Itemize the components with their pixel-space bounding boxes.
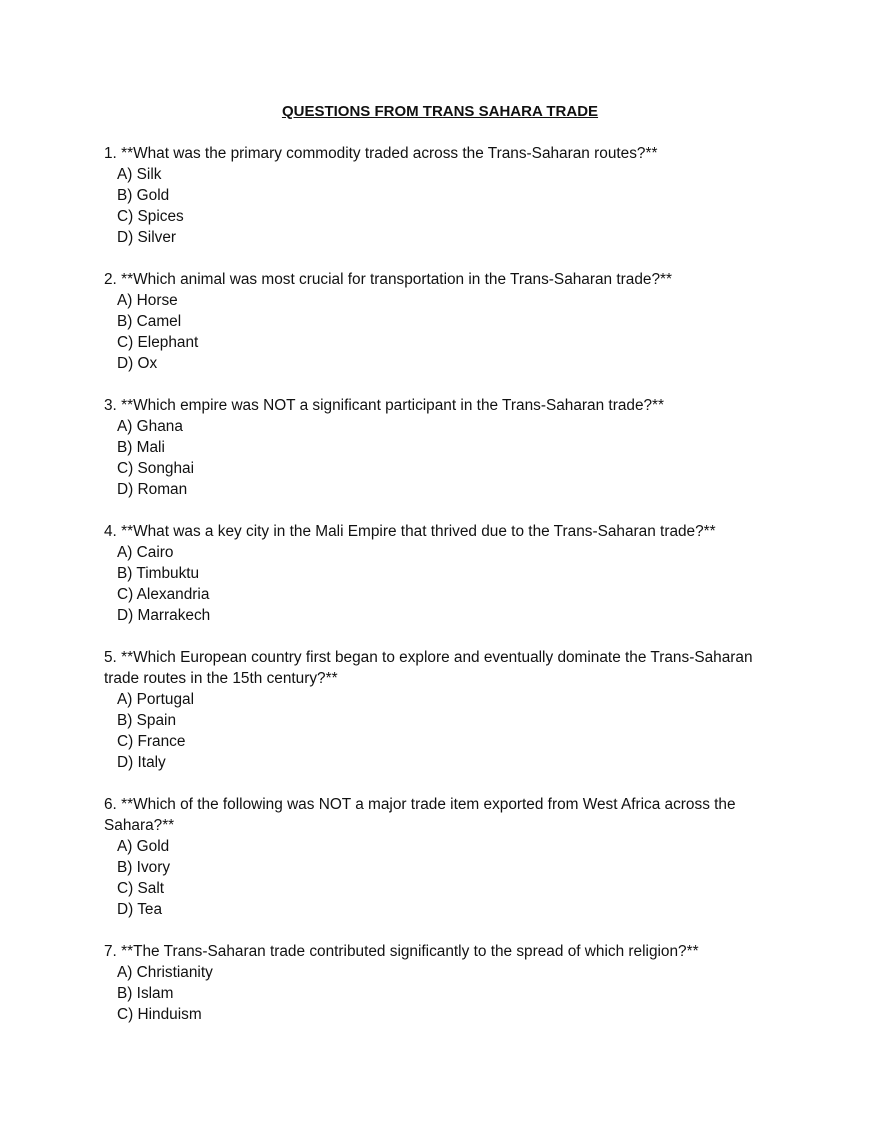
option-b: B) Camel — [117, 313, 182, 330]
option-c: C) Elephant — [117, 334, 199, 351]
option-a: A) Portugal — [117, 691, 194, 708]
question-2 — [104, 269, 784, 374]
option-a: A) Silk — [117, 166, 162, 183]
option-a: A) Gold — [117, 838, 170, 855]
option-d: D) Silver — [117, 229, 176, 246]
option-b: B) Spain — [117, 712, 177, 729]
option-b: B) Timbuktu — [117, 565, 200, 582]
option-d: D) Italy — [117, 754, 166, 771]
option-d: D) Roman — [117, 481, 188, 498]
question-text: 5. **Which European country first began to explore and eventually dominate the Trans-Saharan trade routes in the 15th century?** — [104, 649, 753, 687]
option-list — [104, 542, 784, 626]
question-text: 3. **Which empire was NOT a significant participant in the Trans-Saharan trade?** — [104, 397, 665, 414]
question-text: 4. **What was a key city in the Mali Empire that thrived due to the Trans-Saharan trade?** — [104, 523, 716, 540]
question-text: 7. **The Trans-Saharan trade contributed significantly to the spread of which religion?** — [104, 943, 699, 960]
question-text: 2. **Which animal was most crucial for transportation in the Trans-Saharan trade?** — [104, 271, 673, 288]
option-c: C) Hinduism — [117, 1006, 202, 1023]
question-7 — [104, 941, 784, 1025]
option-b: B) Gold — [117, 187, 170, 204]
option-list — [104, 836, 784, 920]
page-title: QUESTIONS FROM TRANS SAHARA TRADE — [281, 103, 599, 120]
option-c: C) Alexandria — [117, 586, 210, 603]
option-c: C) Spices — [117, 208, 184, 225]
option-b: B) Islam — [117, 985, 174, 1002]
question-4 — [104, 521, 784, 626]
option-list — [104, 416, 784, 500]
option-list — [104, 962, 784, 1025]
option-c: C) Songhai — [117, 460, 194, 477]
question-6 — [104, 794, 784, 920]
question-text: 1. **What was the primary commodity traded across the Trans-Saharan routes?** — [104, 145, 658, 162]
option-list — [104, 164, 784, 248]
option-list — [104, 689, 784, 773]
option-c: C) France — [117, 733, 186, 750]
option-d: D) Ox — [117, 355, 158, 372]
question-1 — [104, 143, 784, 248]
option-b: B) Mali — [117, 439, 165, 456]
option-a: A) Cairo — [117, 544, 174, 561]
option-list — [104, 290, 784, 374]
option-c: C) Salt — [117, 880, 165, 897]
option-a: A) Christianity — [117, 964, 213, 981]
option-a: A) Ghana — [117, 418, 183, 435]
option-d: D) Tea — [117, 901, 163, 918]
option-b: B) Ivory — [117, 859, 171, 876]
question-3 — [104, 395, 784, 500]
question-text: 6. **Which of the following was NOT a major trade item exported from West Africa across the Sahara?** — [104, 796, 736, 834]
option-d: D) Marrakech — [117, 607, 211, 624]
question-5 — [104, 647, 784, 773]
option-a: A) Horse — [117, 292, 178, 309]
question-list — [104, 143, 784, 1046]
